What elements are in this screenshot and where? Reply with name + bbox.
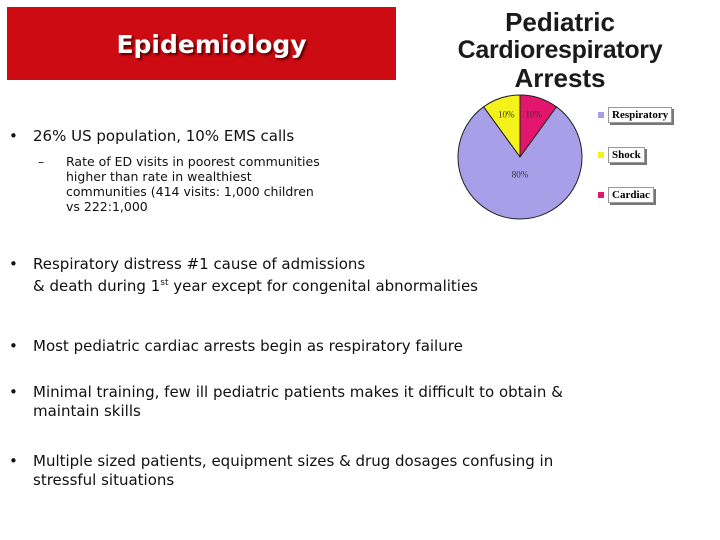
legend-cardiac: Cardiac: [608, 187, 654, 203]
chart-title-line-3: Arrests: [514, 63, 606, 93]
bullet-5-line-1: Multiple sized patients, equipment sizes & drug dosages confusing in: [33, 452, 554, 470]
sub-bullet-1-line-2: higher than rate in wealthiest: [66, 169, 252, 184]
slice-label-cardiac: 10%: [525, 109, 543, 120]
bullet-2-line-2: & death during 1st year except for congenital abnormalities: [33, 277, 478, 295]
title-banner: [7, 7, 396, 80]
chart-title: [420, 8, 700, 92]
legend-swatch-shock: [598, 152, 604, 158]
bullet-1-text: 26% US population, 10% EMS calls: [33, 127, 295, 145]
bullet-3: [9, 335, 463, 357]
pie-chart: [450, 92, 690, 222]
bullet-4-line-2: maintain skills: [33, 402, 141, 420]
bullet-5-line-2: stressful situations: [33, 471, 175, 489]
slice-label-respiratory: 80%: [511, 169, 529, 180]
bullet-dot: •: [9, 127, 18, 145]
page-title: Epidemiology: [116, 30, 307, 59]
sub-bullet-1-line-1: Rate of ED visits in poorest communities: [66, 154, 320, 169]
bullet-4-line-1: Minimal training, few ill pediatric patients makes it difficult to obtain &: [33, 383, 563, 401]
sub-bullet-1-line-4: vs 222:1,000: [66, 199, 148, 214]
legend-shock: Shock: [608, 147, 645, 163]
bullet-dot: •: [9, 337, 18, 355]
chart-title-line-1: Pediatric: [505, 7, 615, 37]
bullet-dot: •: [9, 452, 18, 470]
sub-bullet-1: [38, 154, 320, 214]
legend-swatch-respiratory: [598, 112, 604, 118]
bullet-1: [9, 125, 295, 147]
pie-svg: [450, 92, 590, 222]
bullet-3-text: Most pediatric cardiac arrests begin as respiratory failure: [33, 337, 463, 355]
chart-title-line-2: Cardiorespiratory: [457, 36, 663, 64]
bullet-dot: •: [9, 383, 18, 401]
bullet-dot: •: [9, 255, 18, 273]
legend-respiratory: Respiratory: [608, 107, 672, 123]
sub-bullet-1-line-3: communities (414 visits: 1,000 children: [66, 184, 314, 199]
legend-swatch-cardiac: [598, 192, 604, 198]
bullet-2-line-1: Respiratory distress #1 cause of admissions: [33, 255, 366, 273]
dash-glyph: –: [38, 154, 45, 169]
bullet-4: [9, 383, 563, 421]
bullet-5: [9, 452, 554, 490]
bullet-2: [9, 253, 478, 297]
slice-label-shock: 10%: [497, 109, 515, 120]
